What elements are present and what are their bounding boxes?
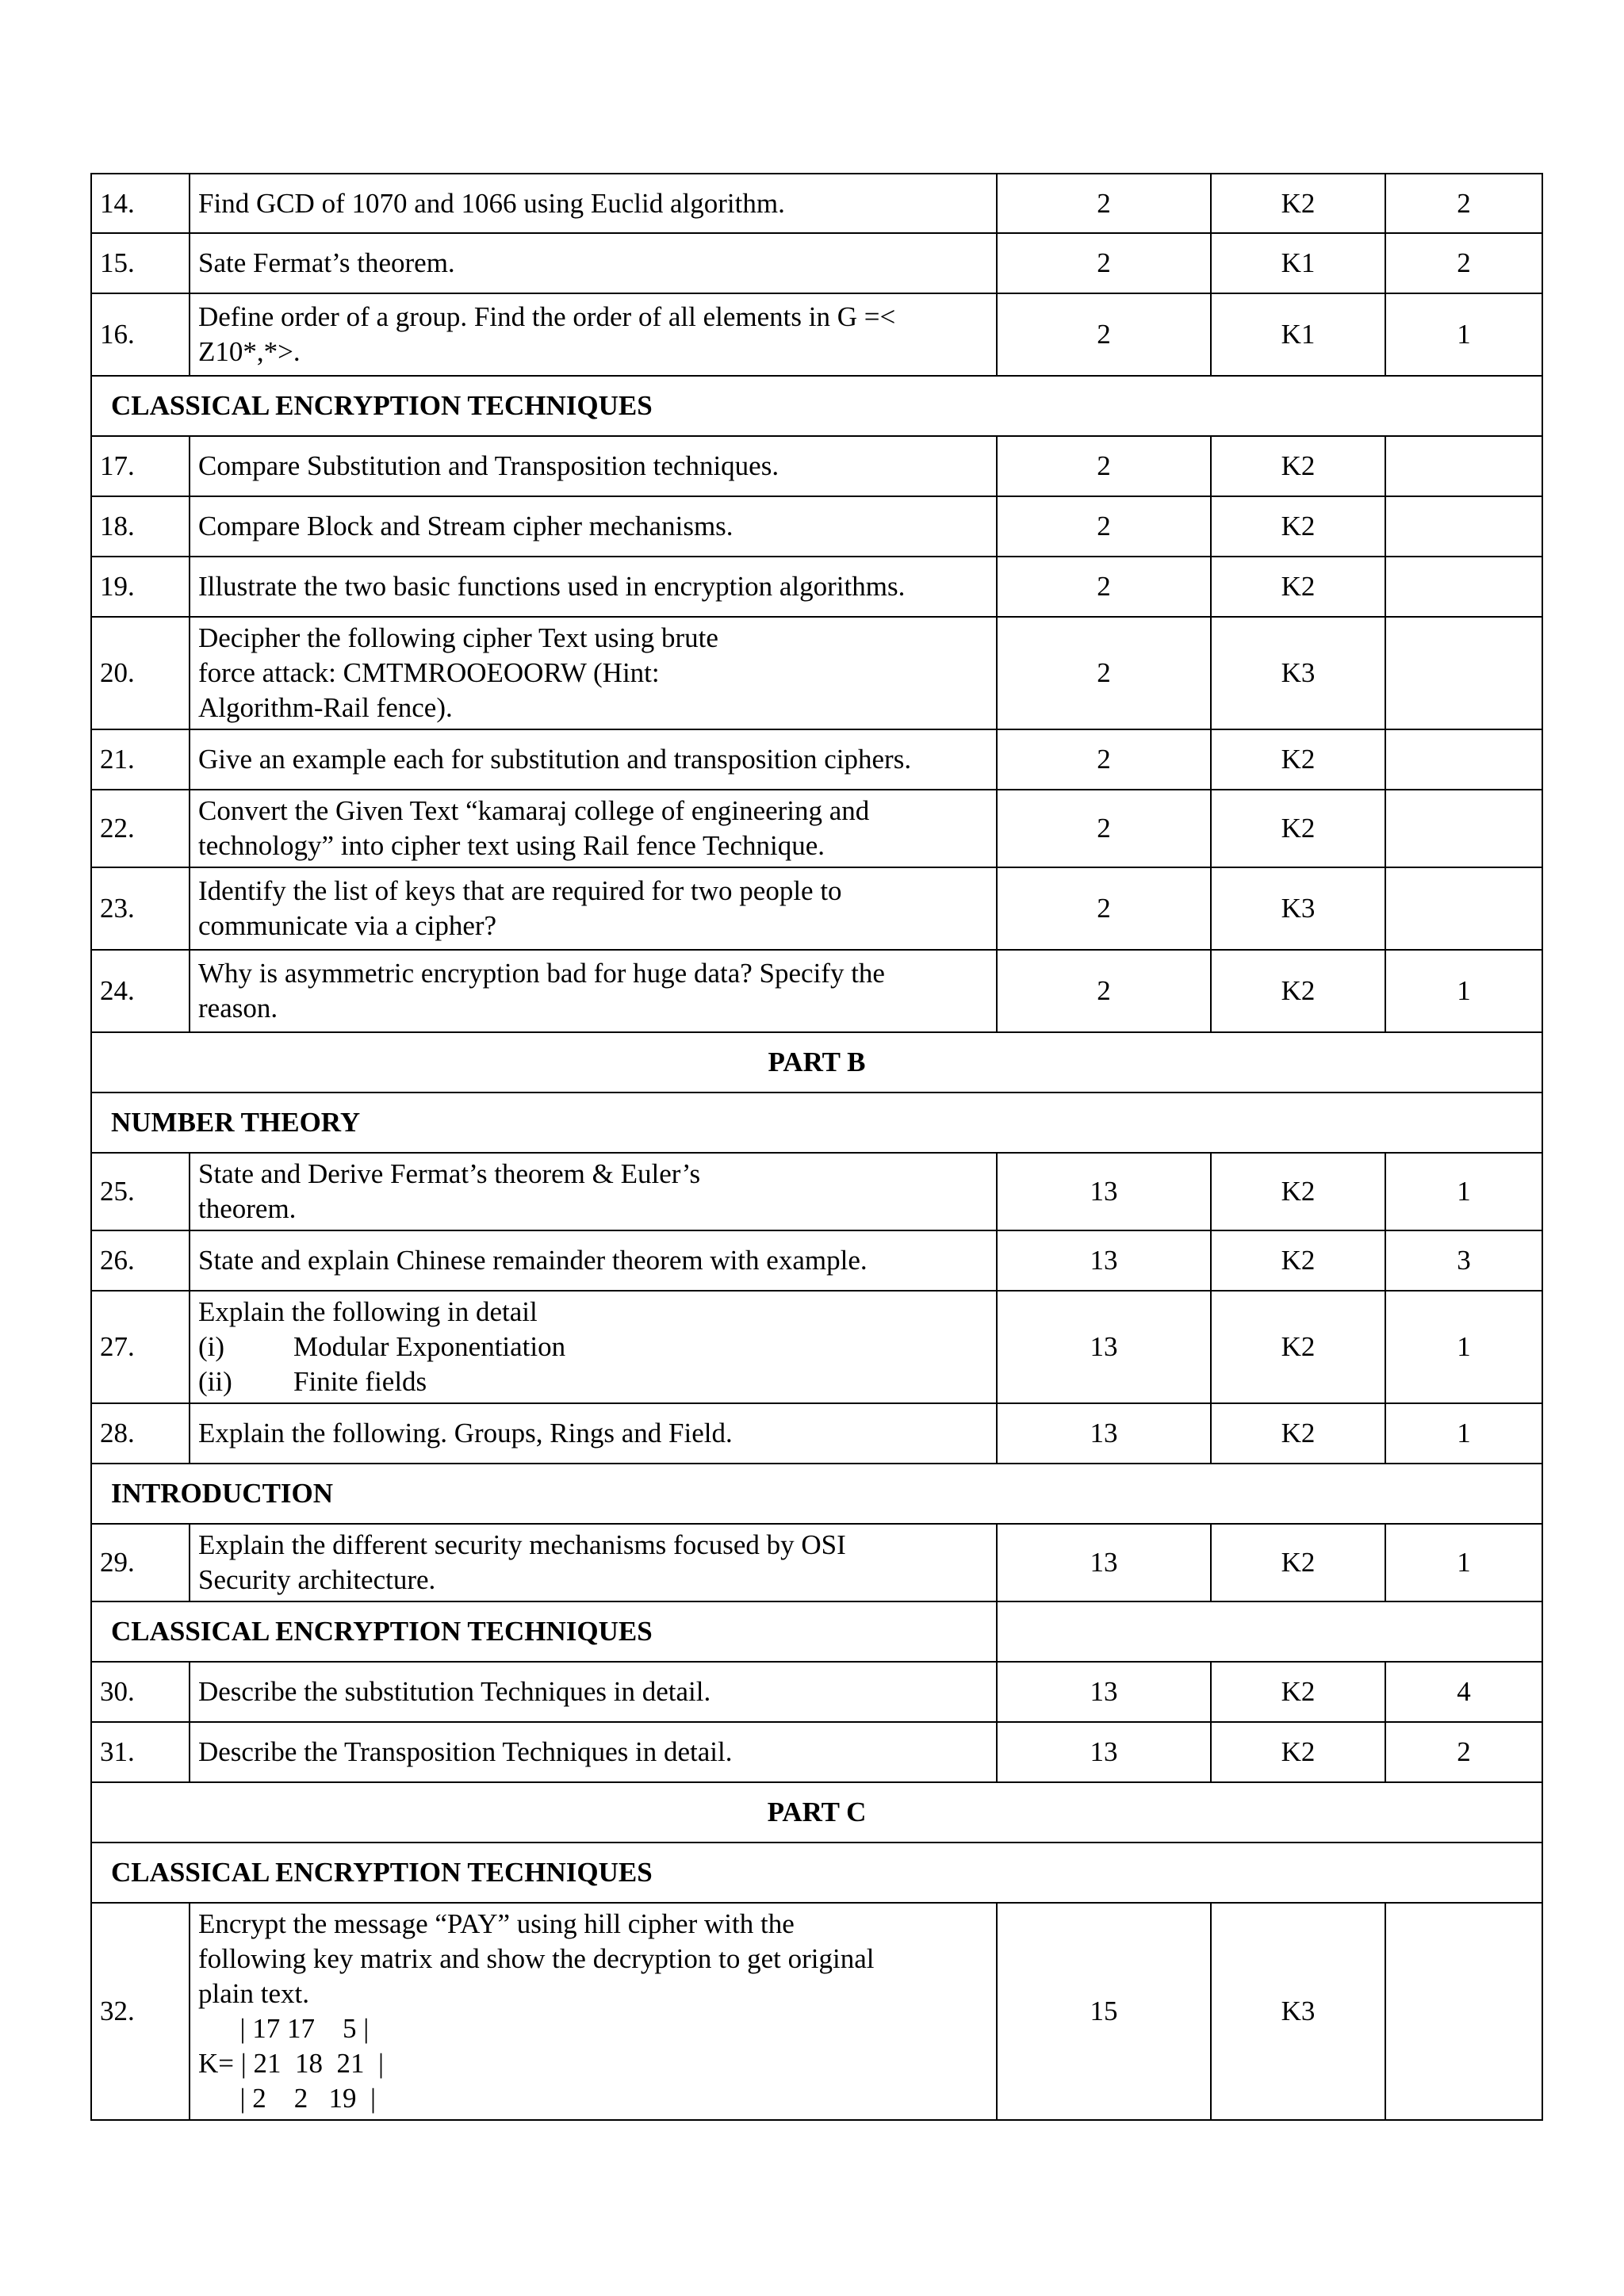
question-row [91, 233, 1542, 293]
question-row [91, 436, 1542, 496]
question-line: Find GCD of 1070 and 1066 using Euclid algorithm. [198, 187, 785, 219]
question-number: 31. [91, 1722, 190, 1782]
marks-cell: 2 [997, 293, 1211, 376]
section-heading-row [91, 1601, 1542, 1662]
section-heading: CLASSICAL ENCRYPTION TECHNIQUES [91, 1601, 997, 1662]
section-heading: INTRODUCTION [91, 1464, 1542, 1524]
marks-cell: 13 [997, 1153, 1211, 1230]
question-number: 23. [91, 867, 190, 950]
question-line: Explain the different security mechanisms focused by OSI [198, 1529, 846, 1560]
question-number: 15. [91, 233, 190, 293]
course-outcome-cell [1385, 790, 1542, 867]
marks-cell: 2 [997, 867, 1211, 950]
course-outcome-cell [1385, 557, 1542, 617]
question-row [91, 1662, 1542, 1722]
sub-item-text: Finite fields [293, 1366, 427, 1397]
question-row [91, 1230, 1542, 1291]
question-line: technology” into cipher text using Rail fence Technique. [198, 830, 825, 861]
knowledge-level-cell: K2 [1211, 1291, 1385, 1403]
marks-cell: 13 [997, 1291, 1211, 1403]
course-outcome-cell: 2 [1385, 233, 1542, 293]
knowledge-level-cell: K1 [1211, 233, 1385, 293]
section-heading-row [91, 1464, 1542, 1524]
question-row [91, 293, 1542, 376]
part-heading-row [91, 1032, 1542, 1093]
section-heading: NUMBER THEORY [91, 1093, 1542, 1153]
knowledge-level-cell: K3 [1211, 617, 1385, 729]
course-outcome-cell [1385, 436, 1542, 496]
marks-cell: 13 [997, 1403, 1211, 1464]
section-heading-row [91, 1093, 1542, 1153]
knowledge-level-cell: K3 [1211, 867, 1385, 950]
question-line: | 2 2 19 | [198, 2083, 377, 2114]
question-number: 32. [91, 1903, 190, 2120]
question-line: Sate Fermat’s theorem. [198, 247, 455, 278]
sub-item-numeral: (i) [198, 1331, 225, 1362]
question-row [91, 1722, 1542, 1782]
section-heading-blank [997, 1601, 1542, 1662]
marks-cell: 2 [997, 436, 1211, 496]
knowledge-level-cell: K3 [1211, 1903, 1385, 2120]
question-text [190, 174, 997, 233]
question-number: 26. [91, 1230, 190, 1291]
marks-cell: 13 [997, 1524, 1211, 1601]
section-heading-row [91, 376, 1542, 436]
question-row [91, 729, 1542, 790]
question-text [190, 1524, 997, 1601]
course-outcome-cell [1385, 496, 1542, 557]
question-line: State and explain Chinese remainder theorem with example. [198, 1245, 868, 1276]
question-text [190, 1722, 997, 1782]
question-text [190, 1662, 997, 1722]
question-row [91, 617, 1542, 729]
section-heading-row [91, 1843, 1542, 1903]
section-heading: CLASSICAL ENCRYPTION TECHNIQUES [91, 1843, 1542, 1903]
question-line: Security architecture. [198, 1564, 436, 1595]
knowledge-level-cell: K2 [1211, 1230, 1385, 1291]
marks-cell: 13 [997, 1722, 1211, 1782]
knowledge-level-cell: K2 [1211, 496, 1385, 557]
question-row [91, 1524, 1542, 1601]
question-row [91, 1403, 1542, 1464]
question-line: Convert the Given Text “kamaraj college of engineering and [198, 795, 870, 826]
question-text [190, 1903, 997, 2120]
question-text [190, 617, 997, 729]
question-text [190, 1403, 997, 1464]
question-text [190, 790, 997, 867]
question-line: communicate via a cipher? [198, 910, 497, 941]
question-number: 24. [91, 950, 190, 1032]
question-table [90, 173, 1543, 2121]
question-row [91, 1903, 1542, 2120]
marks-cell: 2 [997, 174, 1211, 233]
question-row [91, 867, 1542, 950]
question-line: Compare Substitution and Transposition techniques. [198, 450, 779, 481]
question-line: force attack: CMTMROOEOORW (Hint: [198, 657, 660, 688]
knowledge-level-cell: K2 [1211, 1403, 1385, 1464]
part-heading: PART C [91, 1782, 1542, 1843]
question-line: plain text. [198, 1978, 309, 2009]
marks-cell: 15 [997, 1903, 1211, 2120]
course-outcome-cell: 1 [1385, 1524, 1542, 1601]
question-line: Decipher the following cipher Text using brute [198, 622, 718, 653]
course-outcome-cell: 1 [1385, 1291, 1542, 1403]
marks-cell: 13 [997, 1662, 1211, 1722]
question-number: 28. [91, 1403, 190, 1464]
course-outcome-cell [1385, 729, 1542, 790]
sub-item [198, 1364, 988, 1399]
course-outcome-cell: 2 [1385, 174, 1542, 233]
knowledge-level-cell: K2 [1211, 729, 1385, 790]
knowledge-level-cell: K2 [1211, 436, 1385, 496]
question-text [190, 557, 997, 617]
question-text [190, 729, 997, 790]
question-text [190, 496, 997, 557]
question-line: Algorithm-Rail fence). [198, 692, 453, 723]
question-text [190, 867, 997, 950]
course-outcome-cell: 1 [1385, 1153, 1542, 1230]
question-number: 22. [91, 790, 190, 867]
question-line: Z10*,*>. [198, 336, 301, 367]
knowledge-level-cell: K2 [1211, 1153, 1385, 1230]
marks-cell: 2 [997, 233, 1211, 293]
question-line: Describe the substitution Techniques in detail. [198, 1676, 711, 1707]
part-heading-row [91, 1782, 1542, 1843]
knowledge-level-cell: K2 [1211, 1662, 1385, 1722]
course-outcome-cell [1385, 617, 1542, 729]
question-number: 27. [91, 1291, 190, 1403]
question-row [91, 496, 1542, 557]
question-text [190, 233, 997, 293]
part-heading: PART B [91, 1032, 1542, 1093]
question-text [190, 1230, 997, 1291]
question-row [91, 1291, 1542, 1403]
course-outcome-cell: 4 [1385, 1662, 1542, 1722]
question-number: 29. [91, 1524, 190, 1601]
question-line: Identify the list of keys that are required for two people to [198, 875, 842, 906]
question-line: Compare Block and Stream cipher mechanisms. [198, 511, 733, 541]
question-number: 20. [91, 617, 190, 729]
question-line: following key matrix and show the decryption to get original [198, 1943, 875, 1974]
course-outcome-cell [1385, 1903, 1542, 2120]
marks-cell: 2 [997, 557, 1211, 617]
knowledge-level-cell: K2 [1211, 174, 1385, 233]
course-outcome-cell: 1 [1385, 950, 1542, 1032]
course-outcome-cell [1385, 867, 1542, 950]
sub-item-numeral: (ii) [198, 1366, 232, 1397]
question-number: 25. [91, 1153, 190, 1230]
question-row [91, 1153, 1542, 1230]
question-number: 30. [91, 1662, 190, 1722]
question-row [91, 790, 1542, 867]
question-number: 17. [91, 436, 190, 496]
marks-cell: 13 [997, 1230, 1211, 1291]
marks-cell: 2 [997, 790, 1211, 867]
course-outcome-cell: 1 [1385, 293, 1542, 376]
sub-item-text: Modular Exponentiation [293, 1331, 566, 1362]
question-line: Illustrate the two basic functions used in encryption algorithms. [198, 571, 906, 602]
knowledge-level-cell: K1 [1211, 293, 1385, 376]
question-line: Why is asymmetric encryption bad for huge data? Specify the [198, 958, 885, 989]
question-text [190, 1291, 997, 1403]
knowledge-level-cell: K2 [1211, 1722, 1385, 1782]
question-line: Give an example each for substitution and transposition ciphers. [198, 744, 912, 775]
question-line: K= | 21 18 21 | [198, 2048, 385, 2079]
course-outcome-cell: 2 [1385, 1722, 1542, 1782]
question-line: reason. [198, 993, 278, 1024]
marks-cell: 2 [997, 496, 1211, 557]
sub-item [198, 1330, 988, 1364]
question-line: State and Derive Fermat’s theorem & Euler’s [198, 1158, 701, 1189]
question-number: 16. [91, 293, 190, 376]
question-line: Encrypt the message “PAY” using hill cipher with the [198, 1908, 795, 1939]
question-number: 14. [91, 174, 190, 233]
question-row [91, 950, 1542, 1032]
question-text [190, 436, 997, 496]
knowledge-level-cell: K2 [1211, 1524, 1385, 1601]
question-line: | 17 17 5 | [198, 2013, 370, 2044]
course-outcome-cell: 3 [1385, 1230, 1542, 1291]
question-number: 21. [91, 729, 190, 790]
question-number: 19. [91, 557, 190, 617]
course-outcome-cell: 1 [1385, 1403, 1542, 1464]
knowledge-level-cell: K2 [1211, 557, 1385, 617]
marks-cell: 2 [997, 729, 1211, 790]
question-text [190, 293, 997, 376]
marks-cell: 2 [997, 950, 1211, 1032]
question-row [91, 174, 1542, 233]
question-line: Explain the following. Groups, Rings and Field. [198, 1418, 733, 1448]
question-line: Describe the Transposition Techniques in detail. [198, 1736, 733, 1767]
question-row [91, 557, 1542, 617]
question-text [190, 950, 997, 1032]
section-heading: CLASSICAL ENCRYPTION TECHNIQUES [91, 376, 1542, 436]
knowledge-level-cell: K2 [1211, 950, 1385, 1032]
marks-cell: 2 [997, 617, 1211, 729]
question-text [190, 1153, 997, 1230]
question-line: theorem. [198, 1193, 297, 1224]
question-line: Explain the following in detail [198, 1296, 538, 1327]
question-line: Define order of a group. Find the order of all elements in G =< [198, 301, 896, 332]
knowledge-level-cell: K2 [1211, 790, 1385, 867]
question-number: 18. [91, 496, 190, 557]
